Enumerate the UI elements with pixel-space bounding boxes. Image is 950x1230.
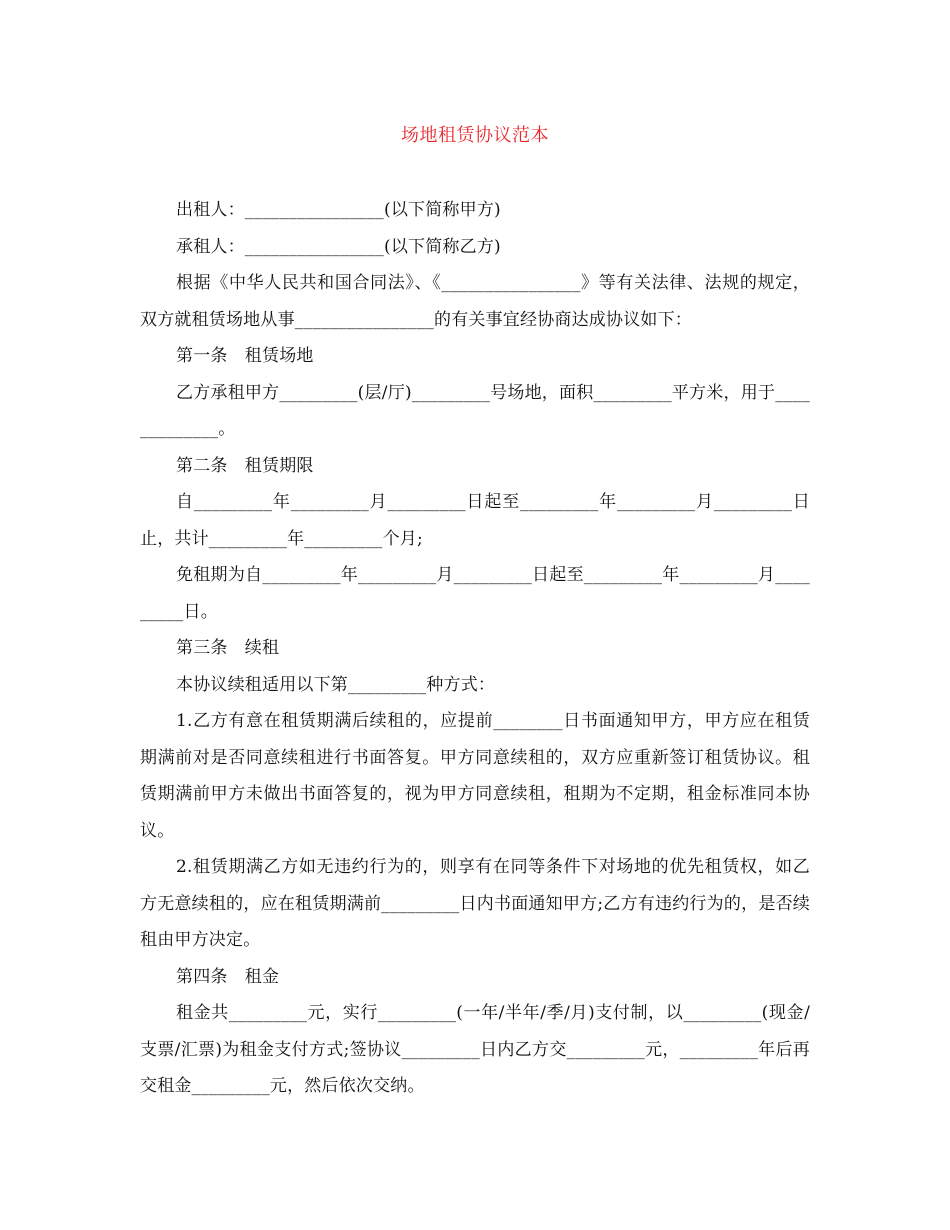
lessee-line: 承租人：________________(以下简称乙方) <box>176 236 501 257</box>
renewal-option-2-paragraph: 2.租赁期满乙方如无违约行为的，则享有在同等条件下对场地的优先租赁权，如乙方无意续租的，应在租赁期满前_________日内书面通知甲方;乙方有违约行为的，是否续租由甲方决定。 <box>140 857 810 950</box>
preamble-paragraph: 根据《中华人民共和国合同法》、《________________》等有关法律、法规的规定，双方就租赁场地从事________________的有关事宜经协商达成协议如下： <box>140 273 810 330</box>
lease-term-paragraph: 自_________年_________月_________日起至_________年_________月_________日止，共计_________年_________个月; <box>140 492 810 549</box>
rent-paragraph: 租金共_________元，实行_________(一年/半年/季/月)支付制，以_________(现金/支票/汇票)为租金支付方式;签协议_________日内乙方交_________元，_________年后再交租金_________元，然后依次交纳。 <box>140 1003 810 1096</box>
renewal-method-paragraph: 本协议续租适用以下第_________种方式： <box>176 674 496 695</box>
lessor-line: 出租人：________________(以下简称甲方) <box>176 200 501 220</box>
article-1-heading: 第一条 租赁场地 <box>176 346 314 366</box>
document-body <box>140 192 810 1105</box>
article-4-heading: 第四条 租金 <box>176 966 280 987</box>
document-title: 场地租赁协议范本 <box>401 125 549 146</box>
article-2-heading: 第二条 租赁期限 <box>176 455 314 476</box>
rent-free-period-paragraph: 免租期为自_________年_________月_________日起至_________年_________月_________日。 <box>140 565 810 622</box>
article-1-paragraph: 乙方承租甲方_________(层/厅)_________号场地，面积_________平方米，用于_____________。 <box>140 382 810 439</box>
article-3-heading: 第三条 续租 <box>176 638 280 658</box>
renewal-option-1-paragraph: 1.乙方有意在租赁期满后续租的，应提前________日书面通知甲方，甲方应在租赁期满前对是否同意续租进行书面答复。甲方同意续租的，双方应重新签订租赁协议。租赁期满前甲方未做出书面答复的，视为甲方同意续租，租期为不定期，租金标准同本协议。 <box>140 711 810 841</box>
